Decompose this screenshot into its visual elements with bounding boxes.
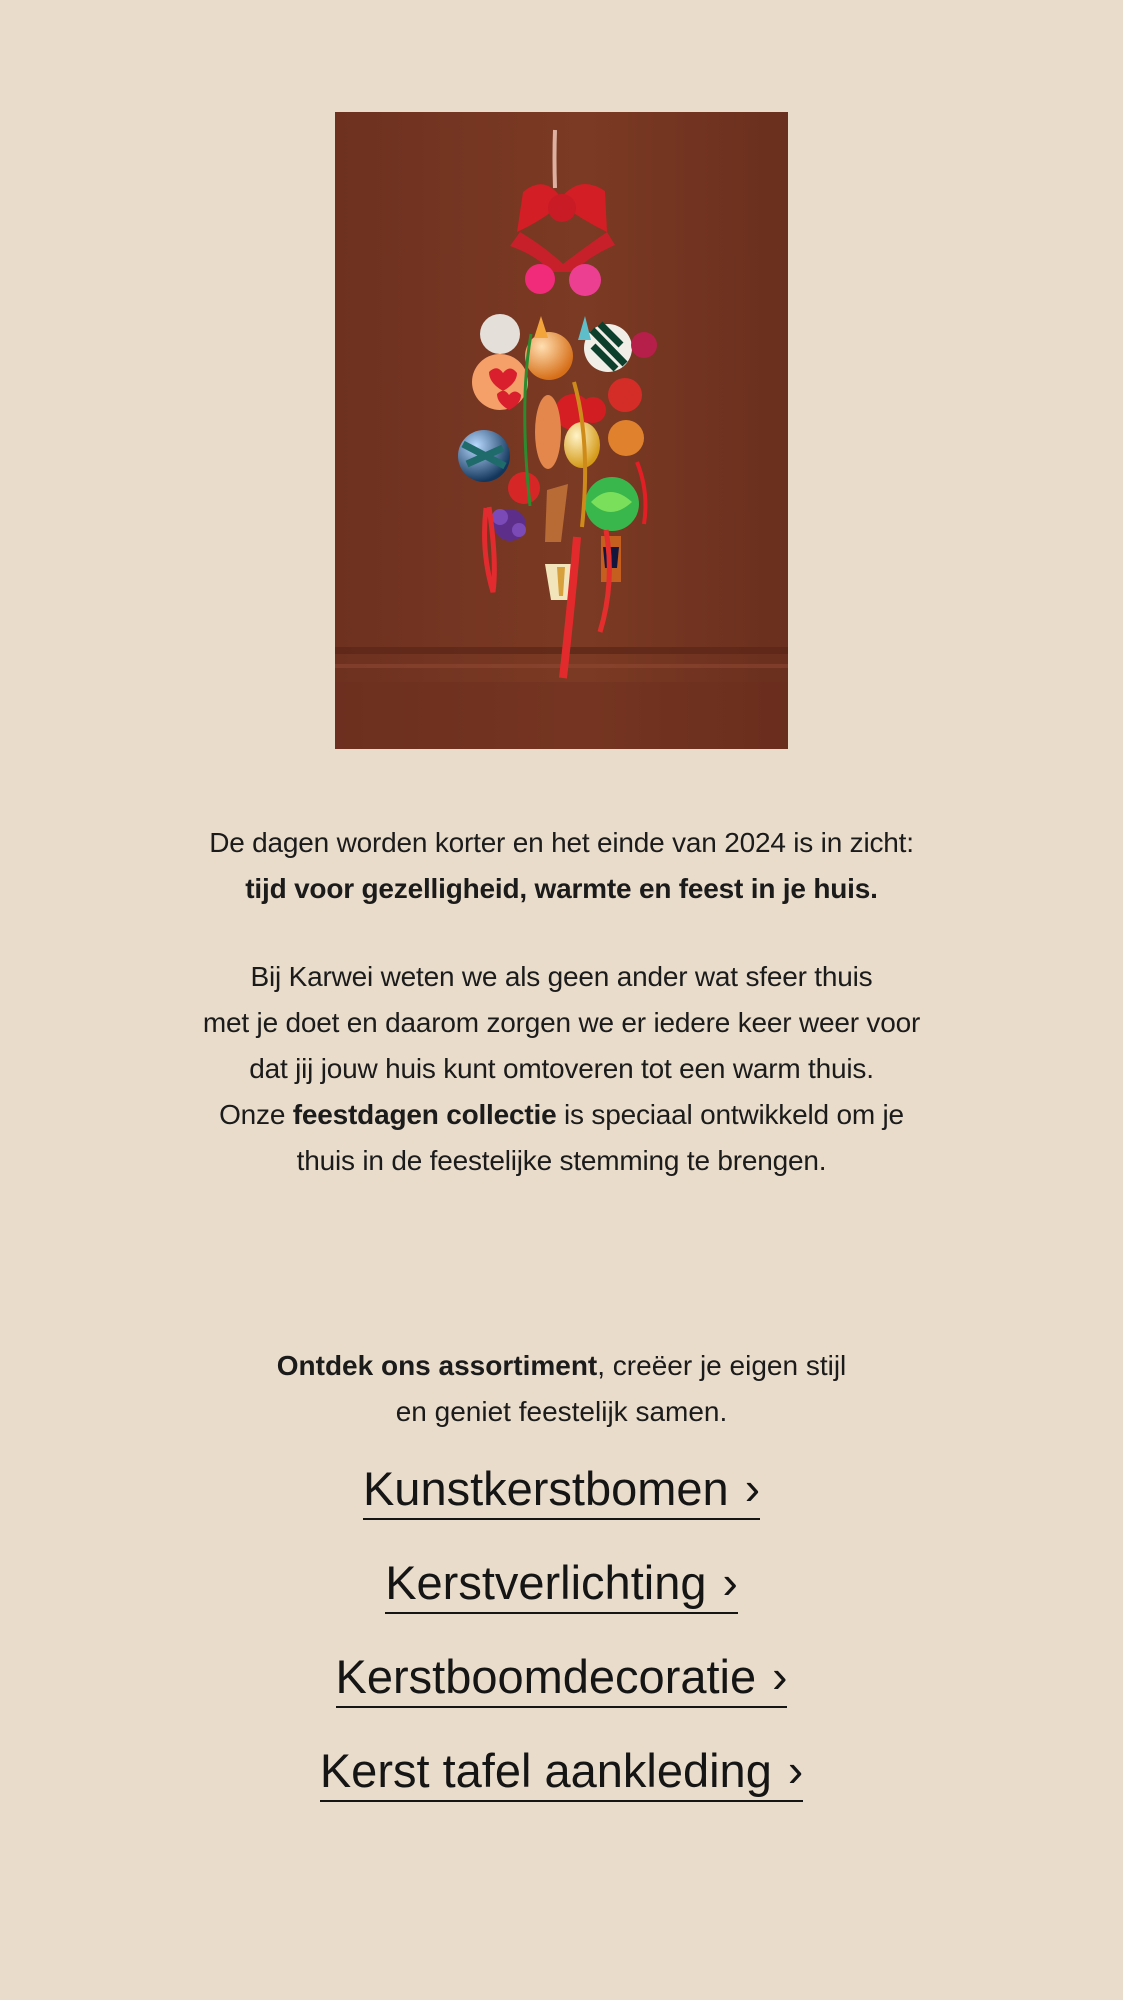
discover-text (0, 1343, 1123, 1435)
collection-highlight: feestdagen collectie (292, 1099, 557, 1130)
link-row-kerst-tafel-aankleding (0, 1742, 1123, 1836)
link-label: Kerstboomdecoratie (335, 1650, 757, 1703)
chevron-right-icon: › (744, 1462, 761, 1514)
category-links (0, 1460, 1123, 1836)
intro-highlight: tijd voor gezelligheid, warmte en feest in je huis. (245, 873, 878, 904)
intro-line-1: De dagen worden korter en het einde van 2024 is in zicht: (209, 827, 914, 858)
paragraph-gap (0, 912, 1123, 954)
link-row-kerstverlichting (0, 1554, 1123, 1648)
chevron-right-icon: › (787, 1744, 804, 1796)
kerstverlichting-link[interactable] (385, 1554, 738, 1614)
intro-line-3: Bij Karwei weten we als geen ander wat sfeer thuis (250, 961, 873, 992)
discover-line-2: en geniet feestelijk samen. (395, 1396, 728, 1427)
intro-line-7: thuis in de feestelijke stemming te brengen. (296, 1145, 827, 1176)
link-row-kunstkerstbomen (0, 1460, 1123, 1554)
kerst-tafel-aankleding-link[interactable] (320, 1742, 803, 1802)
chevron-right-icon: › (722, 1556, 738, 1608)
kunstkerstbomen-link[interactable] (363, 1460, 760, 1520)
link-label: Kerstverlichting (385, 1556, 707, 1609)
christmas-ornament-bundle-icon (335, 112, 788, 749)
discover-line-1-rest: , creëer je eigen stijl (597, 1350, 847, 1381)
intro-line-6-prefix: Onze (219, 1099, 293, 1130)
link-label: Kerst tafel aankleding (319, 1744, 772, 1797)
intro-line-6 (0, 1092, 1123, 1138)
link-label: Kunstkerstbomen (362, 1462, 729, 1515)
discover-line-1 (0, 1343, 1123, 1389)
intro-line-6-suffix: is speciaal ontwikkeld om je (556, 1099, 904, 1130)
intro-line-2 (0, 866, 1123, 912)
chevron-right-icon: › (772, 1650, 788, 1702)
intro-line-5: dat jij jouw huis kunt omtoveren tot een warm thuis. (249, 1053, 874, 1084)
hero-image (335, 112, 788, 749)
discover-highlight: Ontdek ons assortiment (276, 1350, 598, 1381)
link-row-kerstboomdecoratie (0, 1648, 1123, 1742)
kerstboomdecoratie-link[interactable] (336, 1648, 788, 1708)
intro-text (0, 820, 1123, 1184)
intro-line-4: met je doet en daarom zorgen we er iedere keer weer voor (202, 1007, 921, 1038)
